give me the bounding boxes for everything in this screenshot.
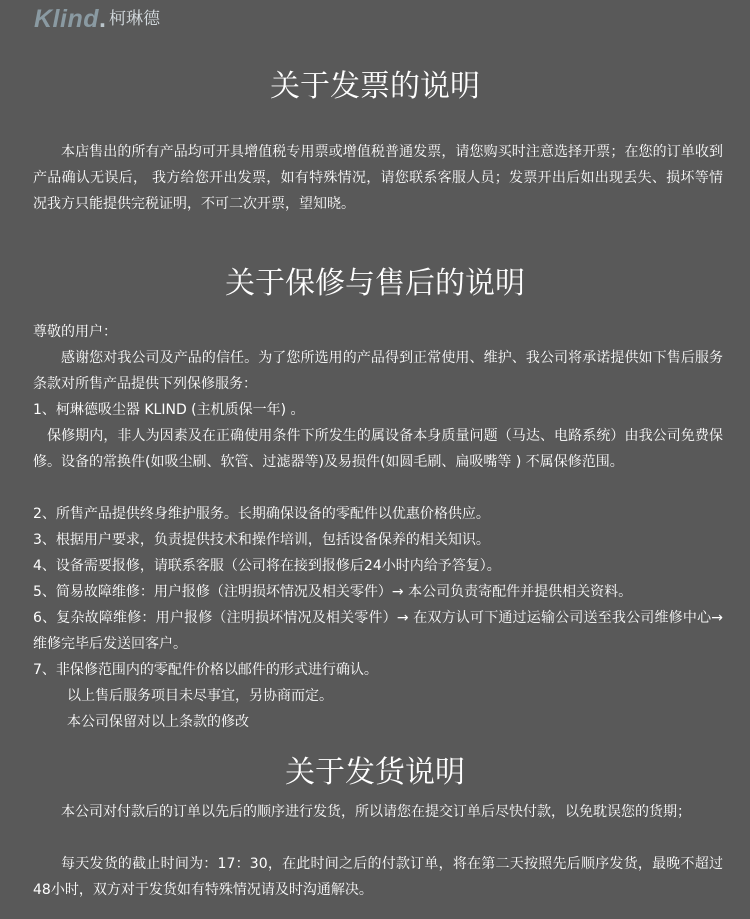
warranty-item-6: 6、复杂故障维修：用户报修（注明损坏情况及相关零件）→ 在双方认可下通过运输公司送至我公司维修中心→ 维修完毕后发送回客户。 xyxy=(33,610,723,652)
shipping-para-2: 每天发货的截止时间为：17：30，在此时间之后的付款订单，将在第二天按照先后顺序发货，最晚不超过48小时，双方对于发货如有特殊情况请及时沟通解决。 xyxy=(33,856,723,898)
invoice-body: 本店售出的所有产品均可开具增值税专用票或增值税普通发票，请您购买时注意选择开票；在您的订单收到产品确认无误后， 我方给您开出发票，如有特殊情况，请您联系客服人员；发票开出后如出现丢失、损坏等情况我方只能提供完税证明，不可二次开票，望知晓。 xyxy=(33,144,723,212)
warranty-section-title: 关于保修与售后的说明 xyxy=(225,266,525,301)
warranty-item-1-detail: 保修期内，非人为因素及在正确使用条件下所发生的属设备本身质量问题（马达、电路系统）由我公司免费保修。设备的常换件(如吸尘刷、软管、过滤器等)及易损件(如圆毛刷、扁吸嘴等 ) 不属保修范围。 xyxy=(33,428,723,470)
warranty-greeting: 尊敬的用户： xyxy=(33,324,117,340)
warranty-item-5: 5、简易故障维修：用户报修（注明损坏情况及相关零件）→ 本公司负责寄配件并提供相关资料。 xyxy=(33,584,633,600)
shipping-section-title: 关于发货说明 xyxy=(285,755,465,790)
warranty-item-2: 2、所售产品提供终身维护服务。长期确保设备的零配件以优惠价格供应。 xyxy=(33,506,490,522)
warranty-item-1: 1、柯琳德吸尘器 KLIND (主机质保一年) 。 xyxy=(33,402,305,418)
brand-logo xyxy=(34,6,160,32)
warranty-item-4: 4、设备需要报修，请联系客服（公司将在接到报修后24小时内给予答复）。 xyxy=(33,558,501,574)
logo-chinese-name: 柯琳德 xyxy=(108,9,160,29)
warranty-item-3: 3、根据用户要求，负责提供技术和操作培训，包括设备保养的相关知识。 xyxy=(33,532,490,548)
warranty-intro: 感谢您对我公司及产品的信任。为了您所选用的产品得到正常使用、维护、我公司将承诺提供如下售后服务条款对所售产品提供下列保修服务： xyxy=(33,350,723,392)
logo-wordmark: Klind xyxy=(34,5,99,33)
warranty-note-1: 以上售后服务项目未尽事宜，另协商而定。 xyxy=(67,688,333,704)
invoice-section-title: 关于发票的说明 xyxy=(270,69,480,104)
shipping-para-1: 本公司对付款后的订单以先后的顺序进行发货，所以请您在提交订单后尽快付款，以免耽误您的货期； xyxy=(61,804,691,820)
warranty-note-2: 本公司保留对以上条款的修改 xyxy=(67,714,249,730)
logo-dot: . xyxy=(99,5,106,33)
warranty-item-7: 7、非保修范围内的零配件价格以邮件的形式进行确认。 xyxy=(33,662,378,678)
